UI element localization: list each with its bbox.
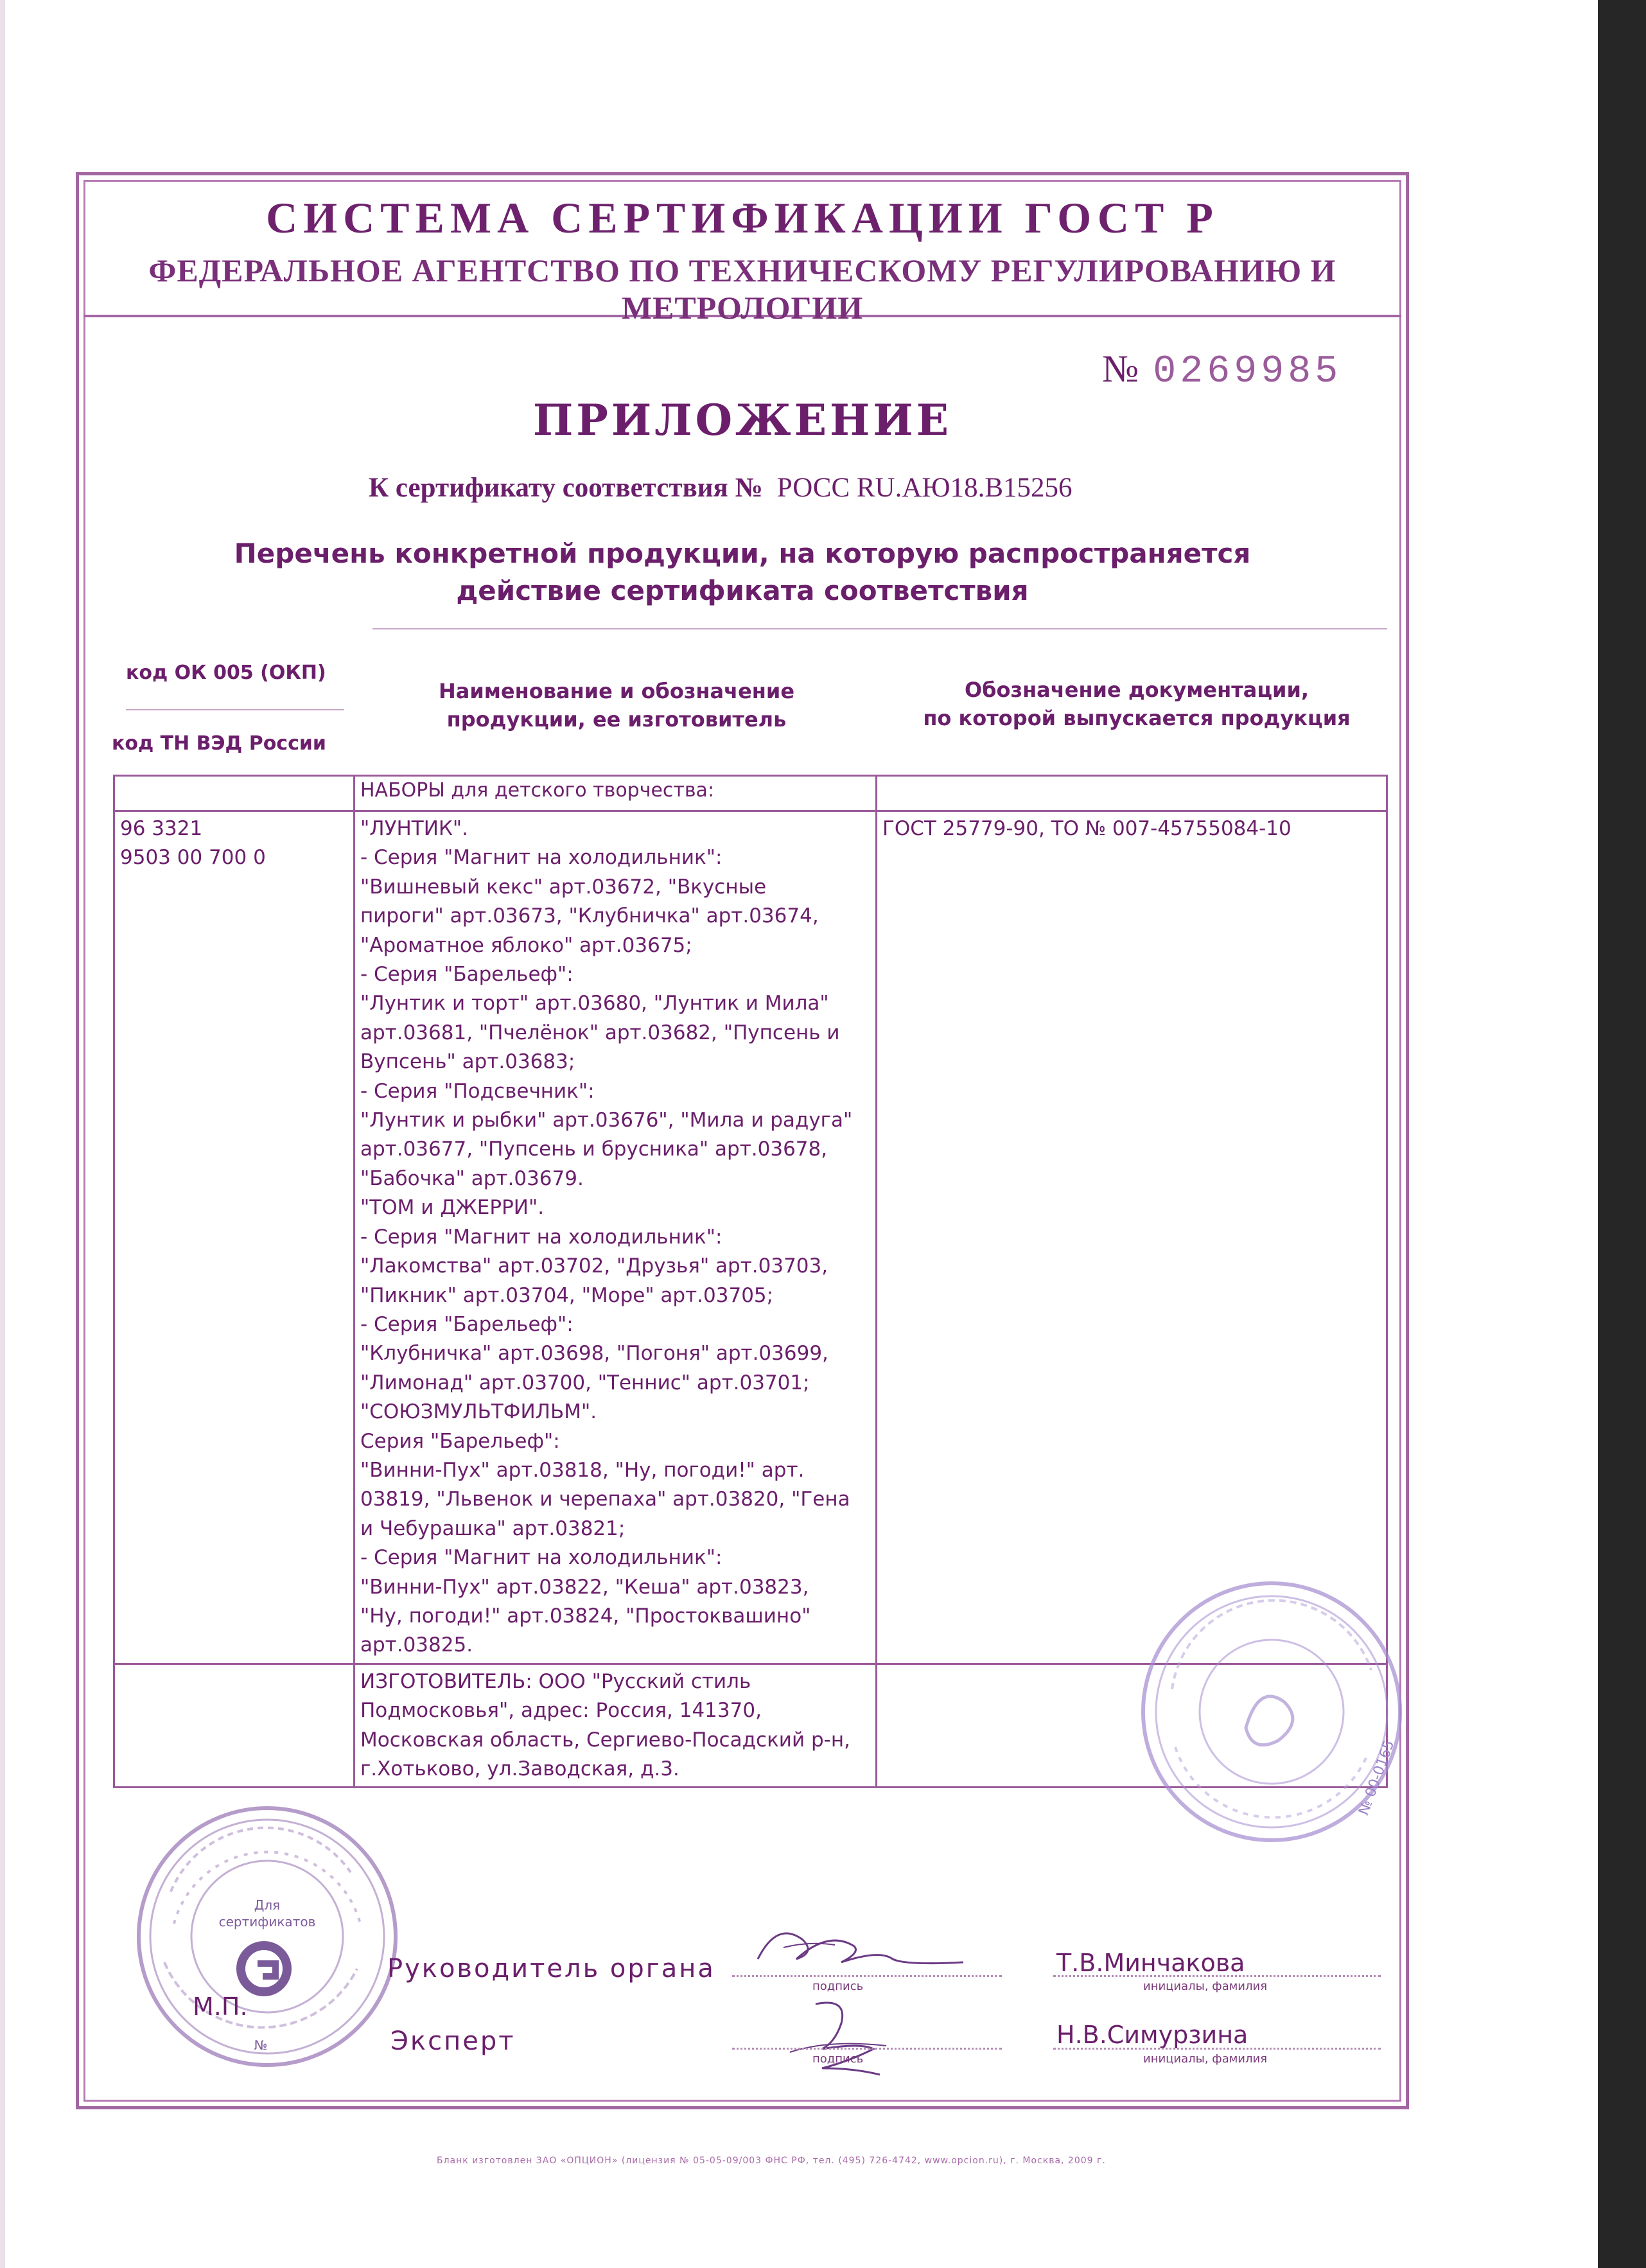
seal-place-label: М.П. (193, 1992, 248, 2021)
column-label-name-line: Наименование и обозначение (438, 679, 795, 703)
head-signature-line (732, 1975, 1002, 1977)
product-line: арт.03677, "Пупсень и брусника" арт.03678, (360, 1138, 828, 1161)
seal-center-text: Для (254, 1897, 281, 1913)
seal-number-label: № (254, 2037, 268, 2053)
column-label-docs (899, 676, 1374, 732)
form-number (1102, 347, 1342, 394)
expert-label: Эксперт (390, 2026, 516, 2056)
agency-name: ФЕДЕРАЛЬНОЕ АГЕНТСТВО ПО ТЕХНИЧЕСКОМУ РЕГУЛИРОВАНИЮ И МЕТРОЛОГИИ (148, 252, 1336, 326)
manufacturer-line: ИЗГОТОВИТЕЛЬ: ООО "Русский стиль (360, 1669, 751, 1693)
certificate-label: К сертификату соответствия № (369, 473, 763, 503)
table-row (114, 811, 1387, 1664)
product-line: "СОЮЗМУЛЬТФИЛЬМ". (360, 1400, 597, 1424)
product-line: - Серия "Магнит на холодильник": (360, 1546, 722, 1570)
product-line: арт.03825. (360, 1633, 473, 1657)
product-line: - Серия "Магнит на холодильник": (360, 846, 722, 870)
list-title-line: Перечень конкретной продукции, на которую распространяется (234, 538, 1251, 569)
expert-signature-line (732, 2048, 1002, 2050)
okp-underline (126, 709, 344, 710)
product-line: "Пикник" арт.03704, "Море" арт.03705; (360, 1283, 774, 1307)
product-line: "Лакомства" арт.03702, "Друзья" арт.03703, (360, 1254, 828, 1278)
product-line: 03819, "Львенок и черепаха" арт.03820, "Гена (360, 1488, 850, 1511)
head-name-caption: инициалы, фамилия (1143, 1980, 1268, 1993)
system-title: СИСТЕМА СЕРТИФИКАЦИИ ГОСТ Р (266, 193, 1219, 242)
manufacturer-seal (1127, 1567, 1416, 1856)
document-title: ПРИЛОЖЕНИЕ (532, 395, 952, 445)
product-list (355, 811, 877, 1664)
product-line: "Лунтик и торт" арт.03680, "Лунтик и Мила" (360, 992, 829, 1015)
scan-edge-right (1598, 0, 1646, 2268)
table-cell (114, 1664, 355, 1788)
column-label-docs-line: Обозначение документации, (964, 678, 1309, 702)
list-title-line: действие сертификата соответствия (456, 575, 1029, 606)
form-number-label: № (1102, 347, 1139, 390)
product-line: "Клубничка" арт.03698, "Погоня" арт.03699, (360, 1342, 828, 1366)
product-line: "Лунтик и рыбки" арт.03676", "Мила и радуга" (360, 1109, 853, 1132)
expert-name: Н.В.Симурзина (1056, 2021, 1248, 2049)
seal-emblem-icon (241, 1946, 287, 1992)
product-line: "Ну, погоди!" арт.03824, "Простоквашино" (360, 1604, 811, 1628)
product-documentation: ГОСТ 25779-90, ТО № 007-45755084-10 (877, 811, 1387, 1664)
form-number-value: 0269985 (1153, 350, 1342, 394)
product-line: "ТОМ и ДЖЕРРИ". (360, 1196, 545, 1220)
tn-ved-code: 9503 00 700 0 (120, 846, 266, 870)
head-name: Т.В.Минчакова (1056, 1949, 1245, 1977)
expert-signature (771, 1991, 950, 2081)
column-label-docs-line: по которой выпускается продукция (923, 706, 1351, 730)
product-line: "Бабочка" арт.03679. (360, 1166, 584, 1190)
column-label-name (424, 677, 809, 734)
table-cell (877, 776, 1387, 811)
column-label-okp: код ОК 005 (ОКП) (126, 662, 326, 684)
seal-emblem-icon (1246, 1696, 1293, 1745)
product-line: пироги" арт.03673, "Клубничка" арт.03674, (360, 904, 819, 928)
head-signature-caption: подпись (812, 1980, 864, 1993)
okp-code: 96 3321 (120, 817, 203, 840)
product-line: "ЛУНТИК". (360, 817, 469, 840)
seal-center-text: сертификатов (218, 1914, 316, 1930)
manufacturer-info (355, 1664, 877, 1788)
expert-name-line (1053, 2048, 1381, 2050)
product-line: "Вишневый кекс" арт.03672, "Вкусные (360, 875, 767, 899)
manufacturer-line: Подмосковья", адрес: Россия, 141370, (360, 1699, 762, 1723)
expert-signature-caption: подпись (812, 2052, 864, 2066)
head-name-line (1053, 1975, 1381, 1977)
column-label-name-line: продукции, ее изготовитель (446, 707, 787, 732)
certification-body-seal (126, 1795, 408, 2078)
product-line: - Серия "Подсвечник": (360, 1079, 595, 1103)
product-codes (114, 811, 355, 1664)
product-line: - Серия "Барельеф": (360, 1312, 573, 1336)
certificate-number: РОСС RU.АЮ18.В15256 (776, 473, 1073, 503)
head-signature (745, 1914, 970, 1985)
table-row (114, 776, 1387, 811)
certificate-reference (369, 472, 1073, 504)
seal-edge-text: № 00-0165 (1356, 1738, 1398, 1818)
manufacturer-line: Московская область, Сергиево-Посадский р-н, (360, 1728, 850, 1752)
head-of-body-label: Руководитель органа (387, 1954, 715, 1983)
product-line: "Ароматное яблоко" арт.03675; (360, 933, 692, 957)
expert-name-caption: инициалы, фамилия (1143, 2052, 1268, 2066)
product-line: "Винни-Пух" арт.03822, "Кеша" арт.03823, (360, 1575, 809, 1599)
product-line: - Серия "Барельеф": (360, 963, 573, 987)
scan-edge-left (0, 0, 5, 2268)
product-line: и Чебурашка" арт.03821; (360, 1516, 626, 1540)
product-line: арт.03681, "Пчелёнок" арт.03682, "Пупсень и (360, 1021, 840, 1044)
manufacturer-line: г.Хотьково, ул.Заводская, д.3. (360, 1757, 679, 1780)
product-line: "Лимонад" арт.03700, "Теннис" арт.03701; (360, 1371, 810, 1394)
products-group-title: НАБОРЫ для детского творчества: (355, 776, 877, 811)
blank-printer-footer: Бланк изготовлен ЗАО «ОПЦИОН» (лицензия № 05-05-09/003 ФНС РФ, тел. (495) 726-4742, www.opcion.ru), г. Москва, 2009 г. (437, 2156, 1106, 2166)
product-line: Вупсень" арт.03683; (360, 1050, 575, 1074)
list-title (83, 535, 1401, 610)
column-label-tn-ved: код ТН ВЭД России (112, 732, 326, 755)
product-line: Серия "Барельеф": (360, 1429, 560, 1453)
product-line: "Винни-Пух" арт.03818, "Ну, погоди!" арт. (360, 1458, 805, 1482)
product-line: - Серия "Магнит на холодильник": (360, 1225, 722, 1249)
list-title-rule (372, 628, 1387, 629)
table-cell (114, 776, 355, 811)
